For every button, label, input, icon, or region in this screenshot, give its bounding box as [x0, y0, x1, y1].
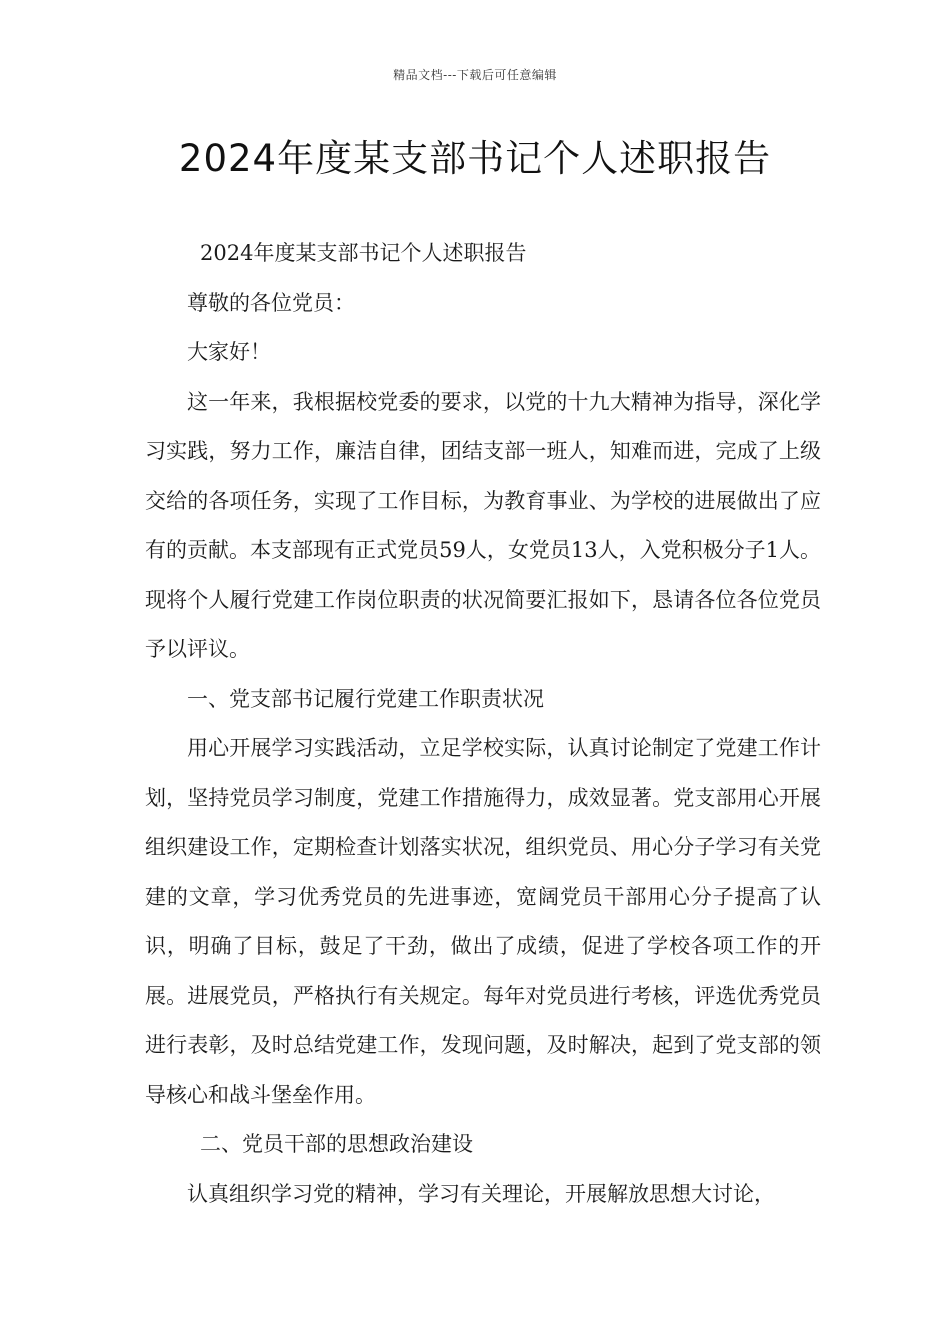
section-heading-1: 一、党支部书记履行党建工作职责状况 [187, 686, 544, 711]
paragraph-section-2: 认真组织学习党的精神，学习有关理论，开展解放思想大讨论， [187, 1181, 775, 1206]
greeting: 大家好！ [187, 340, 271, 364]
document-body [145, 229, 821, 1219]
document-title: 2024年度某支部书记个人述职报告 [178, 137, 772, 180]
paragraph-section-1: 用心开展学习实践活动，立足学校实际，认真讨论制定了党建工作计划，坚持党员学习制度，党建工作措施得力，成效显著。党支部用心开展组织建设工作，定期检查计划落实状况，组织党员、用心分子学习有关党建的文章，学习优秀党员的先进事迹，宽阔党员干部用心分子提高了认识，明确了目标，鼓足了干劲，做出了成绩，促进了学校各项工作的开展。进展党员，严格执行有关规定。每年对党员进行考核，评选优秀党员进行表彰，及时总结党建工作，发现问题，及时解决，起到了党支部的领导核心和战斗堡垒作用。 [145, 736, 821, 1107]
document-subtitle: 2024年度某支部书记个人述职报告 [200, 241, 527, 265]
salutation: 尊敬的各位党员： [187, 290, 355, 315]
section-heading-2: 二、党员干部的思想政治建设 [200, 1132, 473, 1156]
page-header-watermark: 精品文档---下载后可任意编辑 [393, 68, 557, 82]
paragraph-intro: 这一年来，我根据校党委的要求，以党的十九大精神为指导，深化学习实践，努力工作，廉洁自律，团结支部一班人，知难而进，完成了上级交给的各项任务，实现了工作目标，为教育事业、为学校的进展做出了应有的贡献。本支部现有正式党员59人，女党员13人，入党积极分子1人。现将个人履行党建工作岗位职责的状况简要汇报如下，恳请各位各位党员予以评议。 [145, 389, 821, 661]
